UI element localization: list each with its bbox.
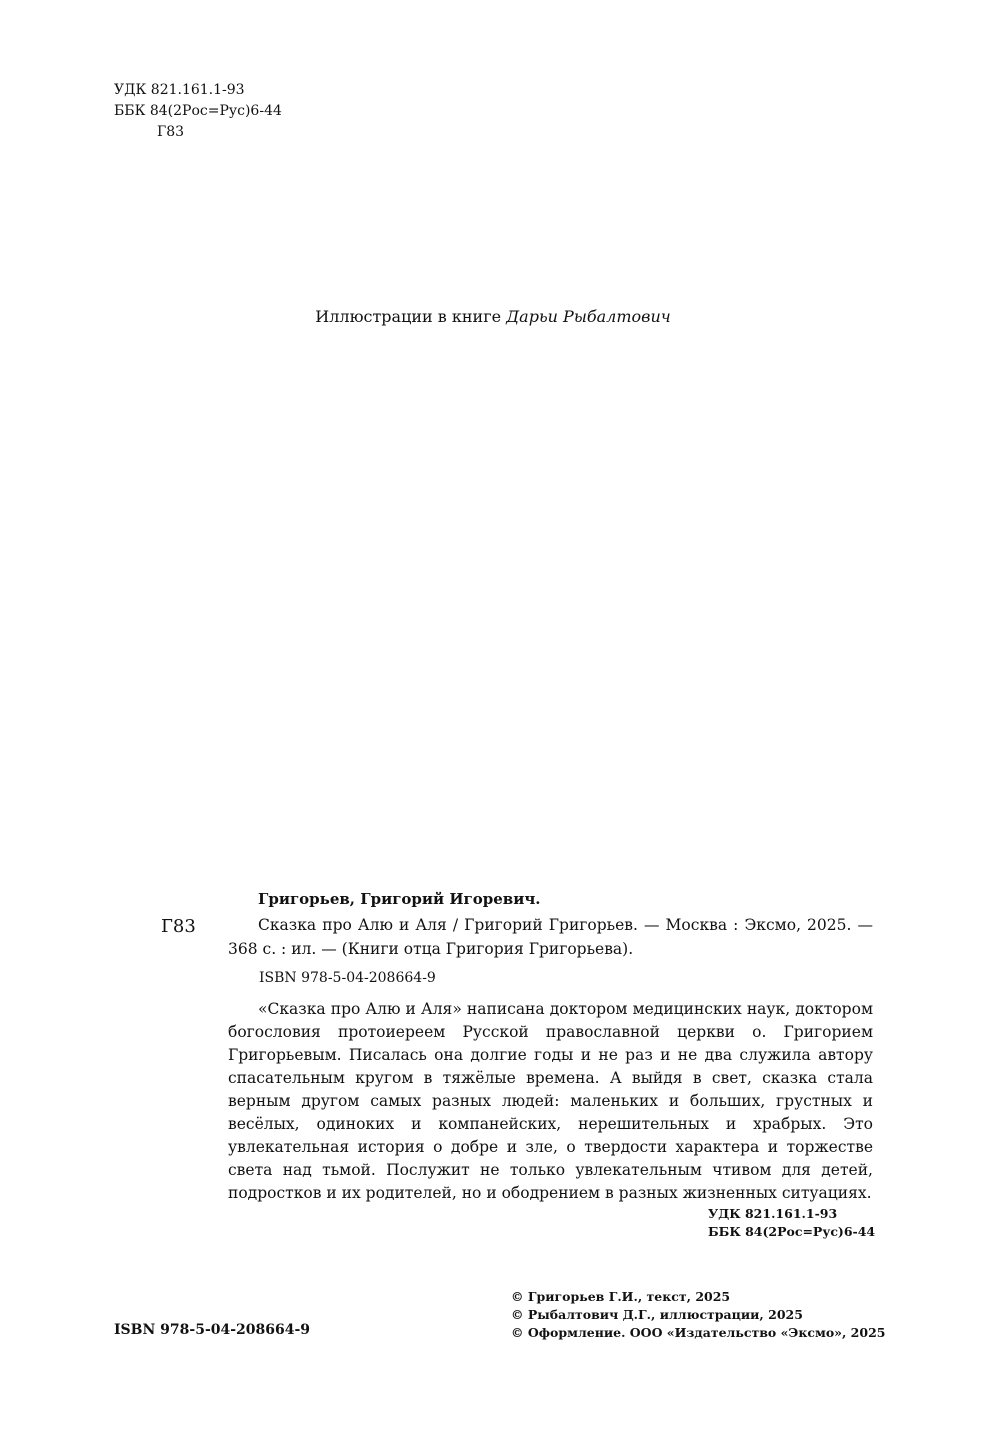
book-annotation: «Сказка про Алю и Аля» написана доктором медицинских наук, доктором богословия протоиереем Русской православной церкви о. Григорием Григорьевым. Писалась она долгие годы и не раз и не два служила автору спасательным кругом в тяжёлые времена. А выйдя в свет, сказка стала верным другом самых разных людей: маленьких и больших, грустных и весёлых, одиноких и компанейских, нерешительных и храбрых. Это увлекательная история о добре и зле, о твердости характера и торжестве света над тьмой. Послужит не только увлекательным чтивом для детей, подростков и их родителей, но и ободрением в разных жизненных ситуациях. bbox=[228, 1000, 873, 1202]
bottom-classification-block bbox=[708, 1205, 875, 1241]
copyright-block bbox=[511, 1288, 885, 1342]
footer-isbn: ISBN 978-5-04-208664-9 bbox=[114, 1322, 311, 1338]
bibliographic-isbn: ISBN 978-5-04-208664-9 bbox=[259, 970, 436, 986]
illustrator-name: Дарьи Рыбалтович bbox=[506, 307, 671, 326]
top-classification-block bbox=[114, 80, 282, 143]
copyright-line: © Рыбалтович Д.Г., иллюстрации, 2025 bbox=[511, 1307, 803, 1322]
bbk-code-bottom: ББК 84(2Рос=Рус)6-44 bbox=[708, 1224, 876, 1239]
udk-code-bottom: УДК 821.161.1-93 bbox=[708, 1206, 838, 1221]
illustrations-prefix: Иллюстрации в книге bbox=[315, 307, 502, 326]
bibliographic-author-mark: Г83 bbox=[161, 916, 196, 937]
bbk-code: ББК 84(2Рос=Рус)6-44 bbox=[114, 103, 282, 119]
udk-code: УДК 821.161.1-93 bbox=[114, 82, 245, 98]
illustrations-credit bbox=[0, 307, 986, 326]
copyright-line: © Оформление. ООО «Издательство «Эксмо», 2025 bbox=[511, 1325, 886, 1340]
bibliographic-description: Сказка про Алю и Аля / Григорий Григорьев. — Москва : Эксмо, 2025. — 368 с. : ил. — (Книги отца Григория Григорьева). bbox=[228, 916, 873, 958]
copyright-line: © Григорьев Г.И., текст, 2025 bbox=[511, 1289, 731, 1304]
bibliographic-author-heading: Григорьев, Григорий Игоревич. bbox=[258, 890, 541, 908]
author-mark: Г83 bbox=[157, 124, 185, 140]
